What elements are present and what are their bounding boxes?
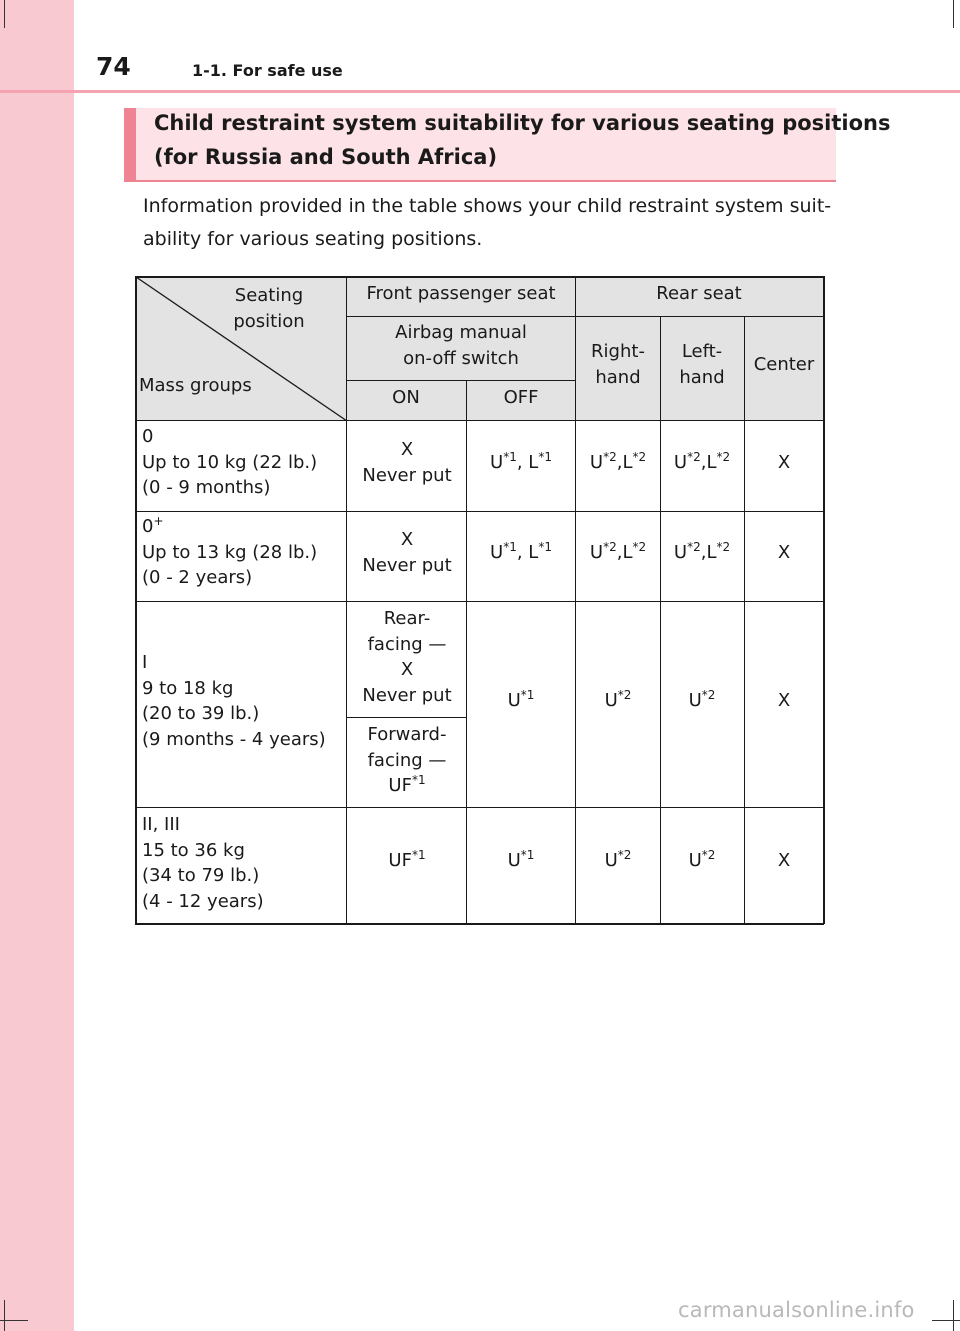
cell-text: U xyxy=(604,850,618,871)
grid-line xyxy=(135,420,824,421)
table-row-1-left xyxy=(674,540,730,566)
footnote-mark: *2 xyxy=(716,450,731,464)
table-row-2-group xyxy=(142,650,326,752)
grid-line xyxy=(346,717,467,718)
cell-text: ,L xyxy=(616,452,633,473)
table-border-top xyxy=(135,276,824,278)
table-row-1-off xyxy=(490,540,552,566)
footnote-mark: *2 xyxy=(603,450,617,464)
group-superscript: + xyxy=(153,514,164,528)
corner-position-line: position xyxy=(233,310,305,332)
age-label: (0 - 2 years) xyxy=(142,567,253,588)
grid-line xyxy=(744,316,745,924)
cell-line: facing — xyxy=(367,633,447,655)
cell-text: U xyxy=(589,452,604,473)
group-label: II, III xyxy=(142,814,180,835)
table-row-3-center: X xyxy=(777,850,791,871)
grid-line xyxy=(135,511,824,512)
footnote-mark: *2 xyxy=(632,450,647,464)
mass-label: 15 to 36 kg xyxy=(142,839,245,861)
cell-text: U xyxy=(673,452,688,473)
cell-line: Never put xyxy=(362,684,452,706)
cell-line: Forward- xyxy=(367,724,447,745)
cell-text: UF xyxy=(388,850,412,871)
grid-line xyxy=(135,807,824,808)
table-row-0-group xyxy=(142,424,317,501)
airbag-line-1: Airbag manual xyxy=(395,322,527,343)
table-row-2-left xyxy=(689,688,716,714)
table-row-0-center: X xyxy=(777,452,791,473)
corner-mass-groups-label: Mass groups xyxy=(139,375,252,396)
table-row-0-on xyxy=(362,437,451,488)
footnote-mark: *1 xyxy=(411,773,426,787)
footnote-mark: *2 xyxy=(701,688,716,702)
mass-label: (20 to 39 lb.) xyxy=(142,703,260,724)
cell-text: ,L xyxy=(700,542,717,563)
table-row-1-right xyxy=(590,540,646,566)
cell-line: X xyxy=(400,529,414,550)
cell-text: U xyxy=(688,850,702,871)
footnote-mark: *2 xyxy=(716,540,731,554)
footnote-mark: *2 xyxy=(603,540,617,554)
mass-label: (34 to 79 lb.) xyxy=(142,865,260,886)
footnote-mark: *2 xyxy=(687,540,701,554)
corner-seating-line: Seating xyxy=(234,285,304,306)
grid-line xyxy=(346,380,576,381)
footnote-mark: *2 xyxy=(617,688,632,702)
grid-line xyxy=(466,380,467,924)
table-border-right xyxy=(823,276,825,924)
table-row-3-left xyxy=(689,848,716,874)
intro-paragraph: Information provided in the table shows your child restraint system suit-ability for various seating positions. xyxy=(143,195,832,250)
left-hand-header xyxy=(679,339,724,390)
group-text: 0 xyxy=(142,516,154,537)
cell-text: UF xyxy=(388,775,412,796)
corner-seating-label xyxy=(233,283,304,334)
table-row-2-right xyxy=(605,688,632,714)
table-row-3-group xyxy=(142,812,264,914)
right-hand-header xyxy=(591,339,645,390)
grid-line xyxy=(135,601,824,602)
cell-text: U xyxy=(507,850,521,871)
table-row-2-forward-facing xyxy=(368,722,447,799)
left-hand-line-2: hand xyxy=(679,366,725,388)
watermark-logo: carmanualsonline.info xyxy=(678,1298,915,1322)
table-row-0-off xyxy=(490,450,552,476)
rear-seat-header: Rear seat xyxy=(656,283,742,304)
cell-line: Never put xyxy=(362,464,452,486)
footnote-mark: *1 xyxy=(503,540,517,554)
grid-line xyxy=(346,276,347,924)
footnote-mark: *1 xyxy=(411,848,426,862)
left-hand-line-1: Left- xyxy=(681,341,723,362)
on-header: ON xyxy=(392,387,420,408)
footnote-mark: *2 xyxy=(617,848,632,862)
footnote-mark: *2 xyxy=(687,450,701,464)
footnote-mark: *1 xyxy=(538,450,552,464)
table-row-1-center: X xyxy=(777,542,791,563)
section-title: 1-1. For safe use xyxy=(192,61,343,80)
footnote-mark: *2 xyxy=(701,848,716,862)
table-border-left xyxy=(135,276,137,924)
cell-text: , L xyxy=(516,542,539,563)
table-row-3-off xyxy=(508,848,535,874)
cell-line: Never put xyxy=(362,554,452,576)
front-passenger-header: Front passenger seat xyxy=(366,283,556,304)
cell-line xyxy=(368,773,447,799)
footnote-mark: *2 xyxy=(632,540,647,554)
cell-line: facing — xyxy=(367,749,447,771)
table-row-0-left xyxy=(674,450,730,476)
table-row-2-off xyxy=(508,688,535,714)
airbag-line-2: on-off switch xyxy=(403,347,519,369)
center-header: Center xyxy=(753,354,815,375)
right-hand-line-1: Right- xyxy=(591,341,645,362)
off-header: OFF xyxy=(503,387,539,408)
grid-line xyxy=(575,276,576,924)
group-label: 0 xyxy=(142,426,154,447)
page-number: 74 xyxy=(96,52,131,81)
right-hand-line-2: hand xyxy=(595,366,641,388)
cell-text: U xyxy=(604,690,618,711)
mass-label: 9 to 18 kg xyxy=(142,677,234,699)
heading-line-1: Child restraint system suitability for various seating positions xyxy=(154,111,891,135)
airbag-switch-header xyxy=(395,320,527,371)
age-label: (0 - 9 months) xyxy=(142,477,271,498)
cell-line: X xyxy=(400,659,414,680)
group-label: I xyxy=(142,652,148,673)
cell-text: U xyxy=(673,542,688,563)
table-row-1-group xyxy=(142,514,317,591)
cell-line: Rear- xyxy=(383,608,431,629)
cell-line: X xyxy=(400,439,414,460)
cell-text: U xyxy=(507,690,521,711)
cell-text: ,L xyxy=(700,452,717,473)
footnote-mark: *1 xyxy=(520,688,535,702)
table-border-bottom xyxy=(135,923,824,925)
age-label: (4 - 12 years) xyxy=(142,890,264,912)
cell-text: , L xyxy=(516,452,539,473)
table-row-3-on xyxy=(388,848,425,874)
footnote-mark: *1 xyxy=(520,848,535,862)
table-row-1-on xyxy=(362,527,451,578)
table-row-3-right xyxy=(605,848,632,874)
table-row-2-rear-facing xyxy=(362,606,451,708)
cell-text: ,L xyxy=(616,542,633,563)
cell-text: U xyxy=(589,542,604,563)
footnote-mark: *1 xyxy=(503,450,517,464)
mass-label: Up to 10 kg (22 lb.) xyxy=(142,451,318,473)
mass-label: Up to 13 kg (28 lb.) xyxy=(142,541,318,563)
group-label xyxy=(142,514,317,540)
grid-line xyxy=(660,316,661,924)
table-row-0-right xyxy=(590,450,646,476)
table-row-2-center: X xyxy=(777,690,791,711)
cell-text: U xyxy=(490,452,504,473)
heading-line-2: (for Russia and South Africa) xyxy=(154,145,498,169)
cell-text: U xyxy=(490,542,504,563)
grid-line xyxy=(346,316,824,317)
cell-text: U xyxy=(688,690,702,711)
footnote-mark: *1 xyxy=(538,540,552,554)
age-label: (9 months - 4 years) xyxy=(142,728,326,750)
